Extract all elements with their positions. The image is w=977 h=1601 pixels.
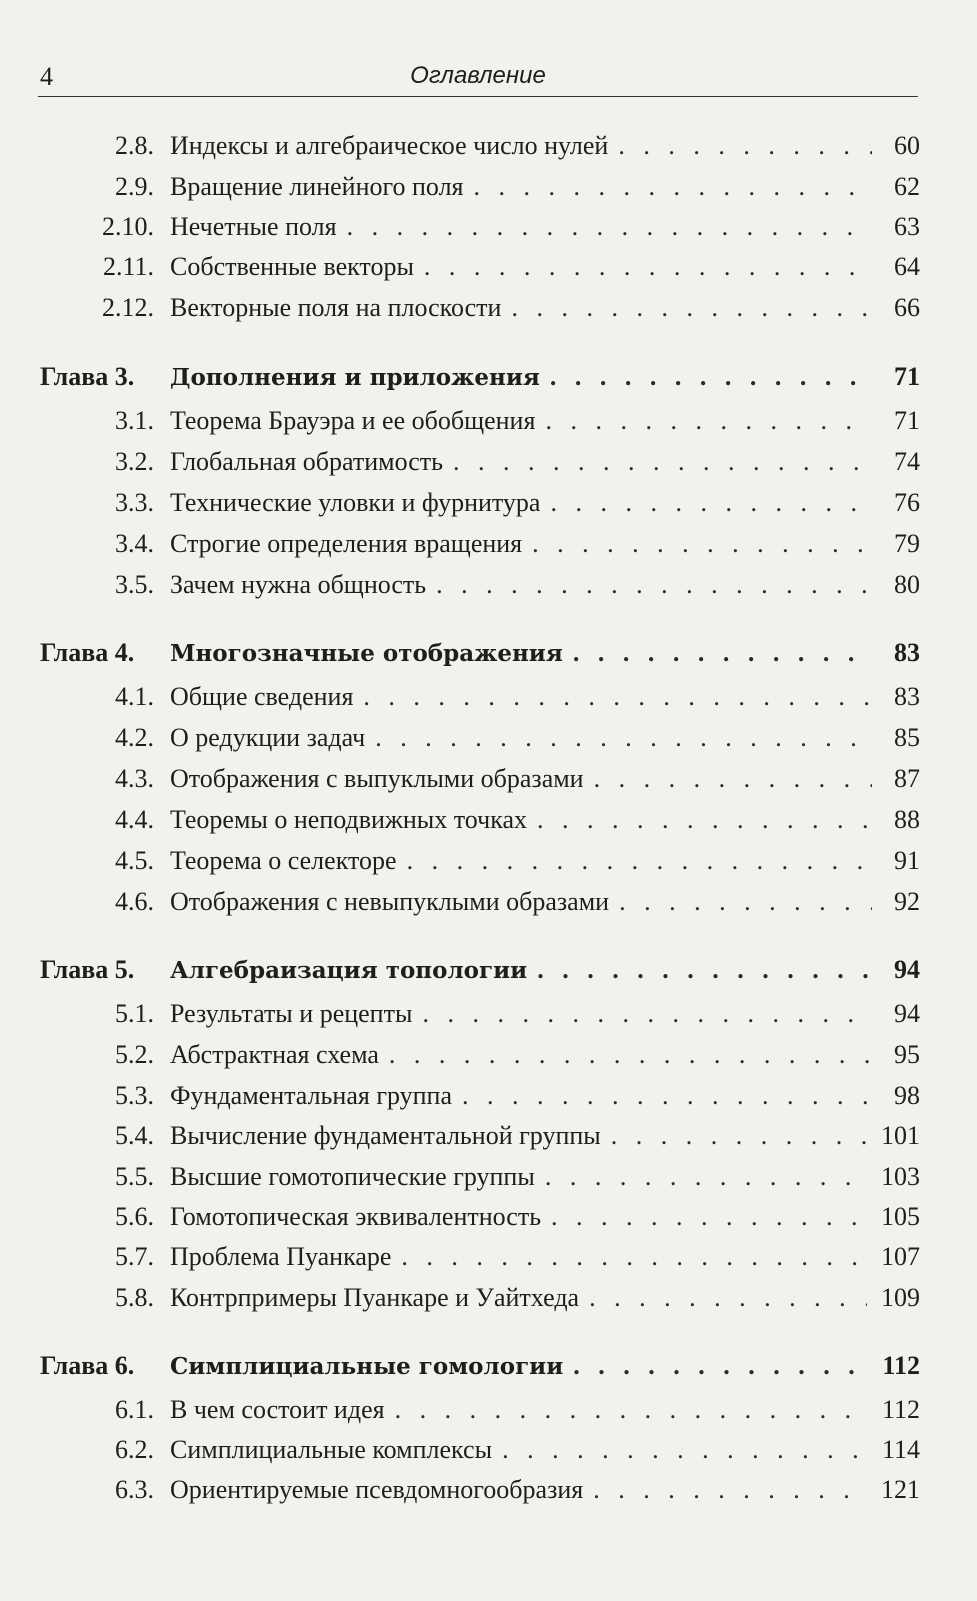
page-ref: 71 (894, 362, 920, 391)
toc-section-row (40, 679, 920, 715)
section-title: Контрпримеры Пуанкаре и Уайтхеда (170, 1283, 580, 1312)
chapter-title: Дополнения и приложения (170, 364, 540, 391)
toc-chapter-row (40, 359, 920, 395)
page-ref: 95 (894, 1040, 920, 1069)
dot-leader (550, 485, 872, 521)
section-number: 3.3. (115, 488, 154, 517)
page-ref: 109 (881, 1283, 920, 1312)
page-ref: 63 (894, 212, 920, 241)
section-number: 4.5. (115, 846, 154, 875)
section-title: Высшие гомотопические группы (170, 1162, 535, 1191)
section-title: Ориентируемые псевдомногообразия (170, 1475, 584, 1504)
page-number: 4 (40, 62, 53, 91)
section-number: 4.3. (115, 764, 154, 793)
section-number: 6.2. (115, 1435, 154, 1464)
toc-section-row (40, 1078, 920, 1114)
section-number: 6.3. (115, 1475, 154, 1504)
page-ref: 76 (894, 488, 920, 517)
page-ref: 83 (894, 638, 920, 667)
page-ref: 80 (894, 570, 920, 599)
section-number: 2.11. (102, 252, 154, 281)
toc-section-row (40, 526, 920, 562)
section-number: 4.1. (115, 682, 154, 711)
section-number: 5.2. (115, 1040, 154, 1069)
toc-section-row (40, 128, 920, 164)
dot-leader (375, 720, 872, 756)
dot-leader (551, 1199, 867, 1235)
dot-leader (537, 952, 872, 988)
dot-leader (347, 209, 872, 245)
section-title: Теорема Брауэра и ее обобщения (170, 406, 536, 435)
dot-leader (462, 1078, 872, 1114)
chapter-label: Глава 6. (40, 1351, 135, 1380)
section-title: Общие сведения (170, 682, 354, 711)
section-number: 3.1. (115, 406, 154, 435)
page-ref: 94 (894, 999, 920, 1028)
toc-section-row (40, 720, 920, 756)
toc-section-row (40, 169, 920, 205)
section-number: 3.4. (115, 529, 154, 558)
section-number: 5.5. (115, 1162, 154, 1191)
dot-leader (573, 1348, 868, 1384)
page-ref: 94 (894, 955, 920, 984)
toc-chapter-row (40, 952, 920, 988)
dot-leader (573, 635, 872, 671)
page-ref: 105 (881, 1202, 920, 1231)
section-title: Собственные векторы (170, 252, 414, 281)
dot-leader (401, 1239, 867, 1275)
section-title: Теоремы о неподвижных точках (170, 805, 527, 834)
section-number: 2.9. (115, 172, 154, 201)
dot-leader (545, 403, 872, 439)
dot-leader (618, 128, 872, 164)
dot-leader (453, 444, 872, 480)
page-ref: 74 (894, 447, 920, 476)
section-title: Отображения с выпуклыми образами (170, 764, 584, 793)
page-ref: 98 (894, 1081, 920, 1110)
page-ref: 85 (894, 723, 920, 752)
chapter-label: Глава 3. (40, 362, 135, 391)
toc-section-row (40, 1199, 920, 1235)
section-number: 2.12. (102, 293, 154, 322)
section-number: 5.4. (115, 1121, 154, 1150)
dot-leader (619, 884, 872, 920)
dot-leader (389, 1037, 872, 1073)
toc-chapter-row (40, 1348, 920, 1384)
section-title: Абстрактная схема (170, 1040, 379, 1069)
toc-section-row (40, 761, 920, 797)
section-title: Проблема Пуанкаре (170, 1242, 392, 1271)
dot-leader (545, 1159, 867, 1195)
section-number: 6.1. (115, 1395, 154, 1424)
page-ref: 112 (881, 1395, 920, 1424)
chapter-title: Алгебраизация топологии (170, 957, 528, 984)
section-number: 4.6. (115, 887, 154, 916)
dot-leader (474, 169, 872, 205)
dot-leader (532, 526, 872, 562)
toc-section-row (40, 209, 920, 245)
page-ref: 107 (881, 1242, 920, 1271)
chapter-label: Глава 5. (40, 955, 135, 984)
dot-leader (589, 1280, 867, 1316)
section-title: Зачем нужна общность (170, 570, 427, 599)
section-title: О редукции задач (170, 723, 366, 752)
toc-section-row (40, 1280, 920, 1316)
section-number: 3.5. (115, 570, 154, 599)
dot-leader (502, 1432, 868, 1468)
dot-leader (537, 802, 872, 838)
dot-leader (550, 359, 872, 395)
page-ref: 66 (894, 293, 920, 322)
section-title: Векторные поля на плоскости (170, 293, 502, 322)
dot-leader (424, 249, 872, 285)
toc-section-row (40, 485, 920, 521)
toc-section-row (40, 444, 920, 480)
chapter-title: Многозначные отображения (170, 640, 563, 667)
section-number: 5.7. (115, 1242, 154, 1271)
page-ref: 60 (894, 131, 920, 160)
page-ref: 83 (894, 682, 920, 711)
toc-section-row (40, 1037, 920, 1073)
section-number: 5.8. (115, 1283, 154, 1312)
page-ref: 91 (894, 846, 920, 875)
page-ref: 101 (881, 1121, 920, 1150)
page-ref: 112 (882, 1351, 920, 1380)
section-number: 3.2. (115, 447, 154, 476)
section-number: 2.8. (115, 131, 154, 160)
toc-chapter-row (40, 635, 920, 671)
section-number: 4.4. (115, 805, 154, 834)
toc-section-row (40, 1392, 920, 1428)
page-ref: 71 (894, 406, 920, 435)
toc-section-row (40, 1239, 920, 1275)
section-title: Вращение линейного поля (170, 172, 464, 201)
toc-section-row (40, 843, 920, 879)
page-ref: 121 (881, 1475, 920, 1504)
toc-section-row (40, 290, 920, 326)
dot-leader (611, 1118, 867, 1154)
page-ref: 64 (894, 252, 920, 281)
section-title: Вычисление фундаментальной группы (170, 1121, 601, 1150)
section-title: Симплициальные комплексы (170, 1435, 493, 1464)
toc-section-row (40, 884, 920, 920)
toc-section-row (40, 1432, 920, 1468)
section-title: Глобальная обратимость (170, 447, 444, 476)
toc-section-row (40, 403, 920, 439)
section-number: 5.3. (115, 1081, 154, 1110)
toc-section-row (40, 996, 920, 1032)
section-title: В чем состоит идея (170, 1395, 385, 1424)
section-title: Отображения с невыпуклыми образами (170, 887, 610, 916)
page-ref: 92 (894, 887, 920, 916)
dot-leader (593, 1472, 867, 1508)
toc-section-row (40, 802, 920, 838)
page-ref: 103 (881, 1162, 920, 1191)
dot-leader (511, 290, 872, 326)
chapter-title: Симплициальные гомологии (170, 1353, 564, 1380)
page-ref: 88 (894, 805, 920, 834)
section-title: Результаты и рецепты (170, 999, 413, 1028)
page-ref: 87 (894, 764, 920, 793)
chapter-label: Глава 4. (40, 638, 135, 667)
dot-leader (422, 996, 872, 1032)
section-title: Строгие определения вращения (170, 529, 523, 558)
section-title: Теорема о селекторе (170, 846, 397, 875)
dot-leader (395, 1392, 868, 1428)
section-title: Фундаментальная группа (170, 1081, 453, 1110)
page-ref: 79 (894, 529, 920, 558)
page-ref: 114 (881, 1435, 920, 1464)
page-ref: 62 (894, 172, 920, 201)
toc-section-row (40, 567, 920, 603)
dot-leader (594, 761, 872, 797)
toc-section-row (40, 1472, 920, 1508)
page-header (38, 60, 918, 97)
section-number: 5.6. (115, 1202, 154, 1231)
section-number: 2.10. (102, 212, 154, 241)
section-number: 4.2. (115, 723, 154, 752)
dot-leader (407, 843, 872, 879)
toc-section-row (40, 1159, 920, 1195)
toc-section-row (40, 1118, 920, 1154)
section-title: Технические уловки и фурнитура (170, 488, 541, 517)
dot-leader (363, 679, 872, 715)
section-title: Индексы и алгебраическое число нулей (170, 131, 609, 160)
running-title: Оглавление (410, 62, 546, 89)
section-title: Гомотопическая эквивалентность (170, 1202, 542, 1231)
dot-leader (436, 567, 872, 603)
section-title: Нечетные поля (170, 212, 337, 241)
section-number: 5.1. (115, 999, 154, 1028)
toc-section-row (40, 249, 920, 285)
